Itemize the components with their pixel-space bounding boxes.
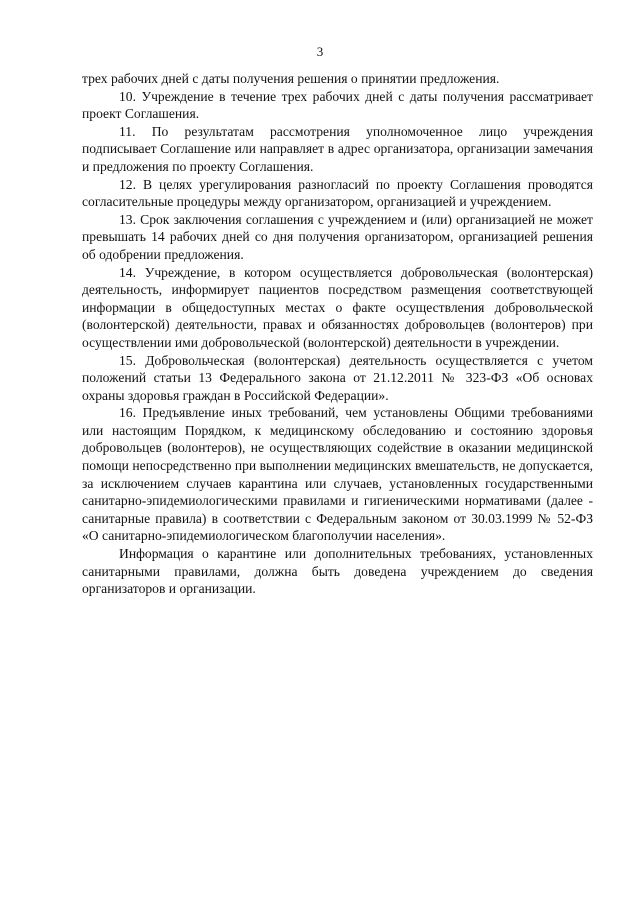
paragraph-continuation: трех рабочих дней с даты получения решения о принятии предложения. (82, 71, 500, 86)
paragraph-13: 13. Срок заключения соглашения с учреждением и (или) организацией не может превышать 14 рабочих дней со дня получения организатором, организацией решения об одобрении предложения. (82, 211, 593, 262)
paragraph-11: 11. По результатам рассмотрения уполномоченное лицо учреждения подписывает Соглашение или направляет в адрес организатора, организации замечания и предложения по проекту Соглашения. (82, 123, 593, 174)
page-number: 3 (316, 44, 324, 59)
paragraph-16: 16. Предъявление иных требований, чем установлены Общими требованиями или настоящим Порядком, к медицинскому обследованию и состоянию здоровья добровольцев (волонтеров), не осуществляющих содействие в оказании медицинской помощи непосредственно при выполнении медицинских вмешательств, не допускается, за исключением случаев карантина или случаев, установленных государственными санитарно-эпидемиологическими правилами и гигиеническими нормативами (далее - санитарные правила) в соответствии с Федеральным законом от 30.03.1999 № 52-ФЗ «О санитарно-эпидемиологическом благополучии населения». (82, 405, 593, 544)
paragraph-15: 15. Добровольческая (волонтерская) деятельность осуществляется с учетом положений статьи 13 Федерального закона от 21.12.2011 № 323-ФЗ «Об основах охраны здоровья граждан в Российской Федерации». (82, 352, 593, 403)
paragraph-12: 12. В целях урегулирования разногласий по проекту Соглашения проводятся согласительные процедуры между организатором, организацией и учреждением. (82, 176, 593, 210)
document-body (82, 70, 593, 598)
paragraph-information: Информация о карантине или дополнительных требованиях, установленных санитарными правилами, должна быть доведена учреждением до сведения организаторов и организации. (82, 546, 593, 597)
paragraph-14: 14. Учреждение, в котором осуществляется добровольческая (волонтерская) деятельность, информирует пациентов посредством размещения соответствующей информации в общедоступных местах о факте осуществления добровольческой (волонтерской) деятельности, правах и обязанностях добровольцев (волонтеров) при осуществлении ими добровольческой (волонтерской) деятельности в учреждении. (82, 264, 593, 350)
paragraph-10: 10. Учреждение в течение трех рабочих дней с даты получения рассматривает проект Соглашения. (82, 88, 593, 122)
